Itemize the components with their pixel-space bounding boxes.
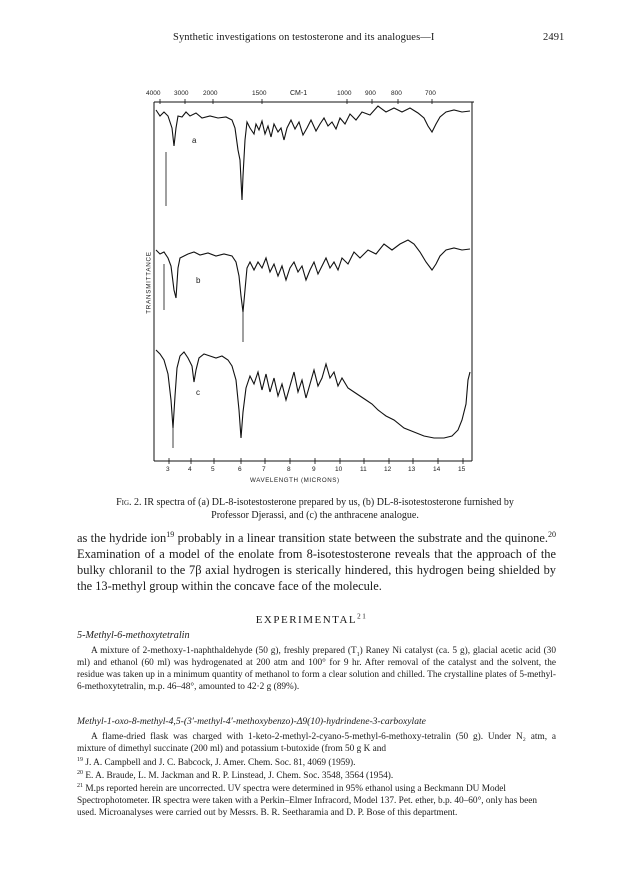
bottom-tick-3: 3 bbox=[166, 466, 170, 473]
footnote-21: $^{21}$ M.ps reported herein are uncorrected. UV spectra were determined in 95% ethanol using a Beckmann DU Model Spectrophotometer. IR spectra were taken with a Perkin–Elmer Infracord, Model 137. Pet. ether, b.p. 40–60°, only has been used. Microanalyses were carried out by Messrs. B. R. Seetharamia and D. P. Bose of this department. bbox=[77, 782, 538, 818]
page-number: 2491 bbox=[543, 32, 565, 43]
running-title: Synthetic investigations on testosterone and its analogues—I bbox=[173, 32, 435, 43]
bottom-tick-4: 4 bbox=[188, 466, 192, 473]
top-tick-700: 700 bbox=[425, 90, 436, 97]
bottom-tick-6: 6 bbox=[238, 466, 242, 473]
compound-1-procedure: A mixture of 2-methoxy-1-naphthaldehyde (50 g), freshly prepared $(T_1)$ Raney Ni catalyst (ca. 5 g), glacial acetic acid (30 ml) and ethanol (60 ml) was hydrogenated at 200 atm and 100° for 9 hr. After removal of the catalyst and the solvent, the residue was taken up in a minimum quantity of methanol to form a clear solution and chilled. The crystalline plates of 5-methyl-6-methoxytetralin, m.p. 46–48°, amounted to 42·2 g (89%). bbox=[77, 646, 556, 693]
compound-2-title: Methyl-1-oxo-8-methyl-4,5-(3′-methyl-4′-methoxybenzo)-Δ9(10)-hydrindene-3-carboxylate bbox=[77, 716, 426, 727]
bottom-tick-15: 15 bbox=[458, 466, 466, 473]
top-tick-4000: 4000 bbox=[146, 90, 161, 97]
bottom-tick-14: 14 bbox=[433, 466, 441, 473]
top-tick-2000: 2000 bbox=[203, 90, 218, 97]
bottom-tick-5: 5 bbox=[211, 466, 215, 473]
bottom-tick-9: 9 bbox=[312, 466, 316, 473]
panel-label-b: b bbox=[196, 276, 201, 285]
spectrum-a-trace bbox=[156, 106, 470, 200]
top-tick-1500: 1500 bbox=[252, 90, 267, 97]
figure-caption bbox=[105, 496, 525, 522]
figure-caption-prefix: Fig. 2. bbox=[116, 497, 142, 508]
bottom-tick-10: 10 bbox=[335, 466, 343, 473]
footnote-20: $^{20}$ E. A. Braude, L. M. Jackman and R. P. Linstead, J. Chem. Soc. 3548, 3564 (1954). bbox=[77, 769, 394, 781]
compound-2-procedure: A flame-dried flask was charged with 1-keto-2-methyl-2-cyano-5-methyl-6-methoxy-tetralin (50 g). Under N₂ atm, a mixture of dimethyl succinate (200 ml) and potassium t-butoxide (from 50 g K and bbox=[77, 732, 556, 755]
top-tick-900: 900 bbox=[365, 90, 376, 97]
bottom-tick-12: 12 bbox=[384, 466, 392, 473]
top-tick-3000: 3000 bbox=[174, 90, 189, 97]
top-tick-800: 800 bbox=[391, 90, 402, 97]
bottom-tick-8: 8 bbox=[287, 466, 291, 473]
footnote-19: $^{19}$ J. A. Campbell and J. C. Babcock, J. Amer. Chem. Soc. 81, 4069 (1959). bbox=[77, 756, 356, 768]
figure-caption-text: IR spectra of (a) DL-8-isotestosterone prepared by us, (b) DL-8-isotestosterone furnished by Professor Djerassi, and (c) the anthracene analogue. bbox=[144, 497, 514, 521]
compound-1-title: 5-Methyl-6-methoxytetralin bbox=[77, 630, 190, 641]
spectrum-c-trace bbox=[156, 350, 470, 438]
bottom-tick-11: 11 bbox=[360, 466, 367, 473]
bottom-tick-13: 13 bbox=[408, 466, 416, 473]
spectrum-b-trace bbox=[156, 240, 470, 312]
experimental-heading: EXPERIMENTAL$^{21}$ bbox=[255, 612, 368, 626]
top-tick-1000: 1000 bbox=[337, 90, 352, 97]
panel-label-c: c bbox=[196, 388, 200, 397]
panel-label-a: a bbox=[192, 136, 197, 145]
top-axis-label: CM-1 bbox=[290, 90, 308, 97]
x-axis-label: WAVELENGTH (MICRONS) bbox=[250, 477, 340, 484]
y-axis-label: TRANSMITTANCE bbox=[145, 251, 153, 314]
bottom-tick-7: 7 bbox=[262, 466, 266, 473]
body-paragraph: as the hydride ion$^{19}$ probably in a linear transition state between the substrate and the quinone.$^{20}$ Examination of a model of the enolate from 8-isotestosterone reveals that the approach of the bulky chloranil to the 7β axial hydrogen is sterically hindered, this hydrogen being shielded by the 13-methyl group within the concave face of the molecule. bbox=[77, 529, 557, 593]
